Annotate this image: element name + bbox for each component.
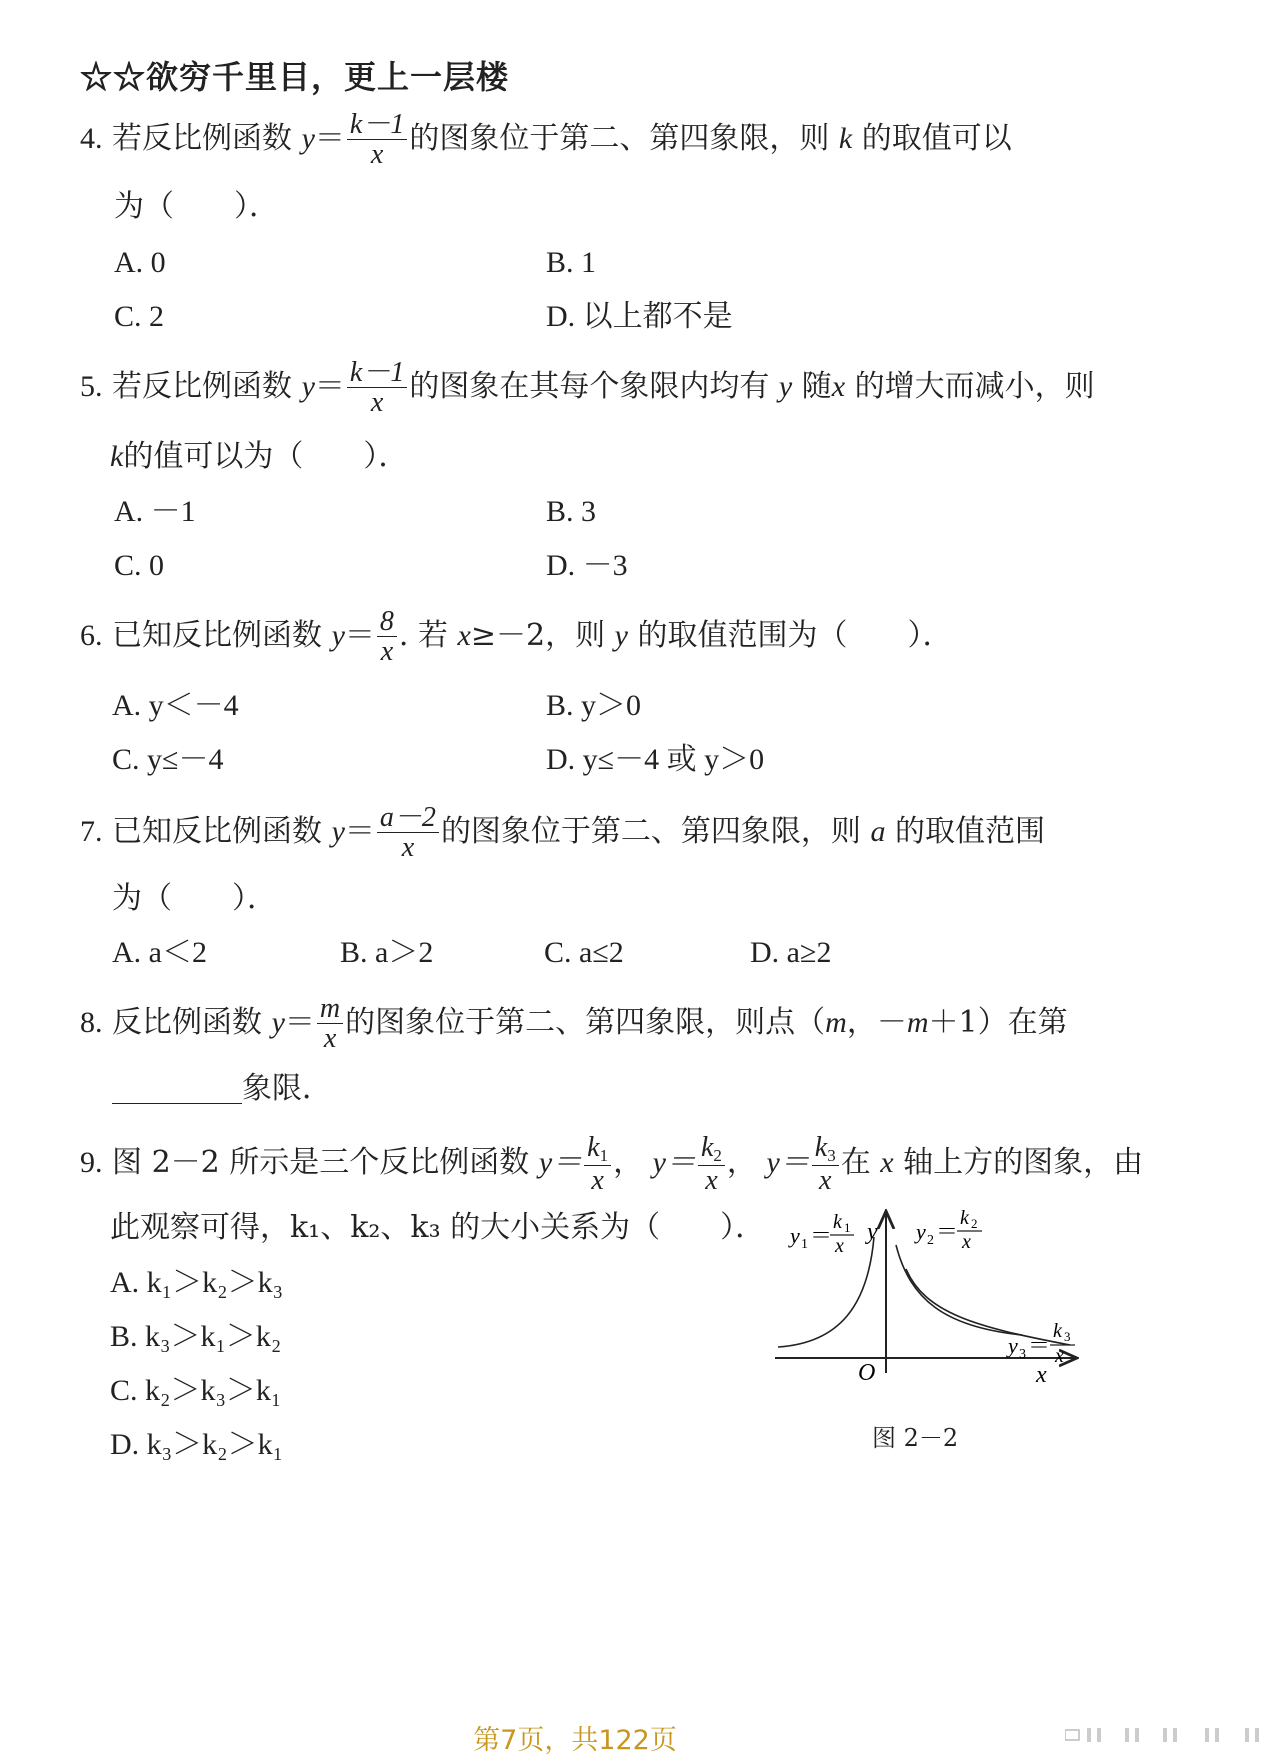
svg-text:3: 3	[1064, 1329, 1071, 1344]
option-b: B. 1	[546, 246, 597, 279]
question-number: 7.	[80, 814, 103, 848]
svg-text:3: 3	[1019, 1347, 1026, 1362]
option-b: B. a＞2	[340, 936, 434, 969]
fraction-k3	[812, 1133, 839, 1195]
equals-sign: ＝	[344, 813, 375, 849]
figure-2-2	[770, 1195, 1100, 1455]
numerator: k－1	[347, 358, 407, 388]
svg-text:2: 2	[971, 1216, 978, 1231]
svg-text:＝: ＝	[810, 1223, 833, 1248]
denominator: x	[705, 1164, 718, 1196]
x-axis-label: x	[1036, 1362, 1047, 1388]
equals-sign: ＝	[314, 120, 345, 156]
option-d: D. a≥2	[750, 936, 832, 969]
function-y3-lhs: y＝	[766, 1146, 810, 1180]
variable: x	[880, 1146, 894, 1180]
option-c: C. a≤2	[544, 936, 624, 969]
question-text: ，－	[846, 1004, 907, 1040]
figure-caption: 图 2－2	[872, 1424, 959, 1452]
question-5-line2	[110, 439, 409, 474]
question-7-line2: 为（ ）．	[112, 881, 277, 916]
svg-text:x: x	[835, 1235, 844, 1257]
numerator: a－2	[377, 803, 439, 833]
function-y: y	[271, 1005, 285, 1039]
question-text: 轴上方的图象，由	[903, 1145, 1144, 1181]
answer-blank[interactable]	[112, 1075, 242, 1104]
question-text: 的图象位于第二、第四象限，则点（	[345, 1004, 826, 1040]
svg-text:2: 2	[927, 1233, 934, 1248]
question-8-stem	[80, 994, 1068, 1054]
option-b: B. k₃＞k₁＞k₂	[110, 1320, 282, 1353]
question-text: 若反比例函数	[112, 368, 293, 404]
option-b: B. y＞0	[546, 689, 642, 722]
origin-label: O	[858, 1360, 876, 1386]
variable: x	[457, 618, 471, 652]
equals-sign: ＝	[284, 1004, 315, 1040]
question-4-stem	[80, 110, 1012, 170]
denominator: x	[370, 139, 384, 171]
question-text: 已知反比例函数	[112, 813, 323, 849]
option-b: B. 3	[546, 495, 597, 528]
function-y1-lhs: y＝	[538, 1146, 583, 1180]
denominator: x	[323, 1023, 337, 1055]
option-a: A. y＜－4	[112, 689, 239, 722]
question-text: 在	[840, 1145, 871, 1181]
question-text: 的取值范围为（ ）．	[637, 617, 953, 653]
svg-text:1: 1	[844, 1220, 851, 1235]
option-d: D. y≤－4 或 y＞0	[546, 743, 765, 776]
option-c: C. 0	[114, 549, 165, 582]
question-4-line2: 为（ ）．	[114, 189, 279, 224]
separator: ，	[726, 1145, 757, 1181]
question-9-stem	[80, 1133, 1143, 1195]
option-c: C. y≤－4	[112, 743, 224, 776]
option-d: D. 以上都不是	[546, 300, 733, 333]
question-8-line2	[112, 1071, 332, 1106]
svg-text:1: 1	[801, 1237, 808, 1252]
svg-text:＝: ＝	[936, 1219, 959, 1244]
option-a: A. k₁＞k₂＞k₃	[110, 1266, 284, 1299]
option-d: D. －3	[546, 549, 628, 582]
fraction	[377, 803, 439, 863]
question-number: 8.	[80, 1005, 103, 1039]
label-y3	[1006, 1320, 1075, 1367]
label-y1	[788, 1211, 854, 1257]
question-text: 随	[801, 368, 832, 404]
question-6-stem	[80, 607, 953, 667]
denominator: x	[401, 832, 415, 864]
fraction	[377, 607, 397, 667]
option-c: C. 2	[114, 300, 165, 333]
equals-sign: ＝	[344, 617, 375, 653]
question-text: . 若	[398, 617, 448, 653]
question-text: 的图象在其每个象限内均有	[409, 368, 770, 404]
function-y: y	[331, 814, 345, 848]
denominator: x	[591, 1164, 604, 1196]
numerator: k－1	[347, 110, 407, 140]
question-text: 象限．	[242, 1071, 332, 1106]
question-text: ≥－2，则	[470, 617, 606, 653]
question-number: 5.	[80, 369, 103, 403]
svg-text:x: x	[962, 1231, 971, 1253]
fraction	[317, 994, 343, 1054]
denominator: x	[380, 636, 394, 668]
svg-text:x: x	[1055, 1345, 1064, 1367]
option-a: A. 0	[114, 246, 166, 279]
numerator: $k_3$	[812, 1133, 839, 1166]
variable: x	[831, 369, 846, 403]
svg-text:＝: ＝	[1028, 1333, 1051, 1358]
variable: m	[906, 1005, 929, 1039]
label-y2	[914, 1207, 982, 1253]
variable: k	[110, 440, 124, 473]
svg-text:k: k	[960, 1207, 969, 1229]
question-text: 的增大而减小，则	[854, 368, 1095, 404]
question-text: 的取值范围	[895, 813, 1046, 849]
page-footer: 第7页，共122页	[473, 1725, 677, 1756]
section-heading: ☆☆欲穷千里目，更上一层楼	[80, 58, 510, 96]
question-text: 若反比例函数	[112, 120, 293, 156]
option-d: D. k₃＞k₂＞k₁	[110, 1428, 284, 1461]
question-5-stem	[80, 358, 1095, 418]
function-y: y	[301, 121, 315, 155]
variable: y	[614, 618, 628, 652]
question-number: 4.	[80, 121, 103, 155]
variable: a	[870, 814, 886, 848]
svg-text:y: y	[790, 1223, 800, 1248]
question-text: 反比例函数	[112, 1004, 263, 1040]
edge-marks-decoration	[1065, 1728, 1270, 1742]
numerator: $k_1$	[584, 1133, 611, 1166]
question-text: 图 2－2 所示是三个反比例函数	[112, 1145, 530, 1181]
question-text: 已知反比例函数	[112, 617, 323, 653]
numerator: m	[317, 994, 343, 1024]
option-a: A. －1	[114, 495, 196, 528]
question-9-line2: 此观察可得，k₁、k₂、k₃ 的大小关系为（ ）．	[110, 1210, 766, 1245]
question-text: ＋1）在第	[928, 1004, 1068, 1040]
numerator: 8	[377, 607, 397, 637]
question-7-stem	[80, 803, 1045, 863]
question-text: 的图象位于第二、第四象限，则	[440, 813, 861, 849]
separator: ，	[613, 1145, 644, 1181]
svg-text:k: k	[833, 1211, 842, 1233]
denominator: x	[370, 387, 384, 419]
question-number: 9.	[80, 1146, 103, 1180]
svg-text:y: y	[1008, 1333, 1018, 1358]
fraction-k1	[584, 1133, 611, 1195]
variable: y	[778, 369, 793, 403]
svg-text:y: y	[916, 1219, 926, 1244]
curve-y2	[896, 1245, 1022, 1335]
function-y2-lhs: y＝	[652, 1146, 696, 1180]
numerator: $k_2$	[698, 1133, 725, 1166]
question-number: 6.	[80, 618, 103, 652]
variable: k	[838, 121, 853, 155]
curve-y1	[778, 1237, 874, 1347]
fraction-k2	[698, 1133, 725, 1195]
fraction	[347, 110, 407, 170]
option-c: C. k₂＞k₃＞k₁	[110, 1374, 282, 1407]
question-text: 的取值可以	[861, 120, 1012, 156]
denominator: x	[819, 1164, 832, 1196]
variable: m	[825, 1005, 847, 1039]
question-text: 的值可以为（ ）．	[123, 439, 409, 474]
function-y: y	[331, 618, 345, 652]
function-y: y	[301, 369, 315, 403]
fraction	[347, 358, 407, 418]
svg-text:k: k	[1053, 1320, 1062, 1342]
equals-sign: ＝	[314, 368, 345, 404]
y-axis-label: y	[867, 1219, 878, 1245]
question-text: 的图象位于第二、第四象限，则	[409, 120, 830, 156]
option-a: A. a＜2	[112, 936, 207, 969]
